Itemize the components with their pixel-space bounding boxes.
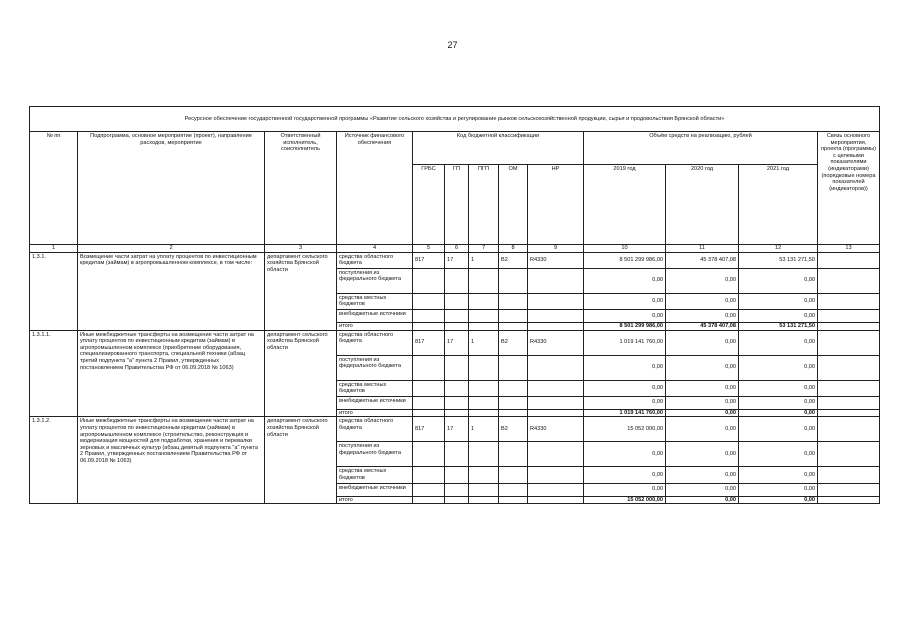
- value-2019: 0,00: [584, 396, 666, 409]
- header-2020: 2020 год: [666, 165, 739, 245]
- code-grbs: 817: [413, 330, 445, 355]
- code-empty: [469, 467, 499, 483]
- code-pgp: 1: [469, 252, 499, 268]
- header-sources: Источник финансового обеспечения: [337, 132, 413, 245]
- code-empty: [445, 396, 469, 409]
- code-empty: [445, 309, 469, 322]
- code-om: В2: [499, 252, 528, 268]
- column-number: 10: [584, 245, 666, 253]
- value-2021: 0,00: [739, 467, 818, 483]
- code-empty: [445, 496, 469, 504]
- row-link: [818, 268, 880, 293]
- header-grbs: ГРБС: [413, 165, 445, 245]
- row-link: [818, 496, 880, 504]
- row-source: средства областного бюджета: [337, 252, 413, 268]
- row-link: [818, 417, 880, 442]
- row-program: Иные межбюджетные трансферты на возмещение части затрат на уплату процентов по инвестиционным кредитам (займам) в агропромышленном комплексе (строительство, реконструкция и модернизация мощностей для подработки, хранения и перевалки зерновых и масличных культур (абзац девятый подпункта "а" пункта 2 Правил, утвержденных постановлением Правительства РФ от 06.09.2018 № 1063): [78, 417, 265, 504]
- column-number: 1: [30, 245, 78, 253]
- code-empty: [413, 309, 445, 322]
- value-2021: 0,00: [739, 330, 818, 355]
- code-empty: [445, 483, 469, 496]
- value-2020: 0,00: [666, 483, 739, 496]
- value-2020: 0,00: [666, 467, 739, 483]
- code-empty: [445, 409, 469, 417]
- value-2020: 0,00: [666, 309, 739, 322]
- row-program: Возмещение части затрат на уплату процентов по инвестиционным кредитам (займам) в агропромышленном комплексе, в том числе:: [78, 252, 265, 330]
- header-bk-code: Код бюджетной классификации: [413, 132, 584, 165]
- row-source: поступления из федерального бюджета: [337, 442, 413, 467]
- value-2021: 53 131 271,50: [739, 252, 818, 268]
- row-number: 1.3.1.: [30, 252, 78, 330]
- table-row: [30, 330, 880, 355]
- code-grbs: 817: [413, 252, 445, 268]
- total-label: итого: [337, 409, 413, 417]
- header-program: Подпрограмма, основное мероприятие (проект), направление расходов, мероприятие: [78, 132, 265, 245]
- value-2020: 0,00: [666, 442, 739, 467]
- value-2021: 0,00: [739, 309, 818, 322]
- value-2021: 0,00: [739, 268, 818, 293]
- code-empty: [413, 380, 445, 396]
- row-link: [818, 396, 880, 409]
- value-2021: 0,00: [739, 293, 818, 309]
- value-2021: 0,00: [739, 396, 818, 409]
- value-2019: 0,00: [584, 442, 666, 467]
- budget-table: [29, 106, 880, 504]
- value-2020: 0,00: [666, 330, 739, 355]
- value-2020: 0,00: [666, 417, 739, 442]
- value-2021: 0,00: [739, 442, 818, 467]
- code-empty: [499, 409, 528, 417]
- column-number: 11: [666, 245, 739, 253]
- row-executor: департамент сельского хозяйства Брянской области: [265, 252, 337, 330]
- row-source: средства местных бюджетов: [337, 380, 413, 396]
- code-empty: [413, 467, 445, 483]
- row-link: [818, 309, 880, 322]
- code-empty: [499, 309, 528, 322]
- row-source: внебюджетные источники: [337, 309, 413, 322]
- row-source: поступления из федерального бюджета: [337, 268, 413, 293]
- total-2021: 53 131 271,50: [739, 322, 818, 330]
- table-title: Ресурсное обеспечение государственной государственной программы «Развитие сельского хозяйства и регулирование рынков сельскохозяйственной продукции, сырья и продовольствия Брянской области»: [30, 107, 880, 132]
- page-number: 27: [447, 40, 458, 50]
- row-program: Иные межбюджетные трансферты на возмещение части затрат на уплату процентов по инвестиционным кредитам (займам) в агропромышленном комплексе (приобретение оборудования, специализированного транспорта, специальной техники (абзац третий подпункта "а" пункта 2 Правил, утвержденных постановлением Правительства РФ от 06.09.2018 № 1063): [78, 330, 265, 417]
- value-2019: 0,00: [584, 309, 666, 322]
- total-2019: 15 052 000,00: [584, 496, 666, 504]
- code-empty: [528, 496, 584, 504]
- total-2020: 0,00: [666, 409, 739, 417]
- value-2021: 0,00: [739, 355, 818, 380]
- value-2019: 0,00: [584, 355, 666, 380]
- row-link: [818, 467, 880, 483]
- code-empty: [528, 396, 584, 409]
- header-executor: Ответственный исполнитель, соисполнитель: [265, 132, 337, 245]
- code-nr: R4330: [528, 252, 584, 268]
- value-2021: 0,00: [739, 483, 818, 496]
- code-empty: [413, 396, 445, 409]
- value-2021: 0,00: [739, 380, 818, 396]
- code-empty: [469, 355, 499, 380]
- value-2020: 45 378 407,08: [666, 252, 739, 268]
- code-empty: [528, 442, 584, 467]
- code-empty: [469, 322, 499, 330]
- code-empty: [499, 293, 528, 309]
- code-grbs: 817: [413, 417, 445, 442]
- code-empty: [499, 380, 528, 396]
- row-link: [818, 330, 880, 355]
- column-number: 12: [739, 245, 818, 253]
- code-nr: R4330: [528, 330, 584, 355]
- code-nr: R4330: [528, 417, 584, 442]
- value-2019: 0,00: [584, 380, 666, 396]
- code-empty: [499, 467, 528, 483]
- header-volume: Объём средств на реализацию, рублей: [584, 132, 818, 165]
- code-gp: 17: [445, 330, 469, 355]
- value-2019: 8 501 299 986,00: [584, 252, 666, 268]
- code-empty: [413, 496, 445, 504]
- column-number: 2: [78, 245, 265, 253]
- code-empty: [499, 268, 528, 293]
- header-link: Связь основного мероприятия, проекта (программы) с целевыми показателями (индикаторами) (порядковые номера показателей (индикаторов)): [818, 132, 880, 245]
- code-empty: [413, 442, 445, 467]
- row-link: [818, 483, 880, 496]
- code-pgp: 1: [469, 417, 499, 442]
- code-empty: [445, 355, 469, 380]
- value-2019: 0,00: [584, 293, 666, 309]
- code-empty: [528, 268, 584, 293]
- code-empty: [469, 409, 499, 417]
- value-2019: 15 052 000,00: [584, 417, 666, 442]
- row-number: 1.3.1.1.: [30, 330, 78, 417]
- value-2020: 0,00: [666, 293, 739, 309]
- code-empty: [413, 409, 445, 417]
- header-2019: 2019 год: [584, 165, 666, 245]
- column-number: 3: [265, 245, 337, 253]
- column-number: 5: [413, 245, 445, 253]
- code-empty: [528, 309, 584, 322]
- code-empty: [413, 483, 445, 496]
- row-link: [818, 380, 880, 396]
- column-number: 9: [528, 245, 584, 253]
- total-2021: 0,00: [739, 409, 818, 417]
- total-2020: 45 378 407,08: [666, 322, 739, 330]
- code-empty: [528, 355, 584, 380]
- code-empty: [469, 309, 499, 322]
- row-executor: департамент сельского хозяйства Брянской области: [265, 417, 337, 504]
- code-empty: [469, 483, 499, 496]
- row-link: [818, 293, 880, 309]
- row-executor: департамент сельского хозяйства Брянской области: [265, 330, 337, 417]
- value-2020: 0,00: [666, 268, 739, 293]
- row-source: средства областного бюджета: [337, 330, 413, 355]
- value-2019: 1 019 141 760,00: [584, 330, 666, 355]
- column-number: 13: [818, 245, 880, 253]
- code-empty: [499, 396, 528, 409]
- value-2019: 0,00: [584, 268, 666, 293]
- code-empty: [499, 496, 528, 504]
- budget-table-container: [29, 106, 879, 504]
- row-source: средства местных бюджетов: [337, 467, 413, 483]
- total-2021: 0,00: [739, 496, 818, 504]
- code-empty: [469, 380, 499, 396]
- value-2020: 0,00: [666, 355, 739, 380]
- table-row: [30, 252, 880, 268]
- row-source: внебюджетные источники: [337, 483, 413, 496]
- code-empty: [469, 396, 499, 409]
- code-empty: [499, 442, 528, 467]
- code-empty: [469, 293, 499, 309]
- code-empty: [413, 268, 445, 293]
- row-link: [818, 252, 880, 268]
- code-gp: 17: [445, 417, 469, 442]
- total-2019: 8 501 299 986,00: [584, 322, 666, 330]
- code-empty: [528, 483, 584, 496]
- code-empty: [469, 442, 499, 467]
- total-label: итого: [337, 322, 413, 330]
- code-empty: [445, 293, 469, 309]
- header-gp: ГП: [445, 165, 469, 245]
- header-pgp: ПГП: [469, 165, 499, 245]
- code-empty: [499, 355, 528, 380]
- column-number: 7: [469, 245, 499, 253]
- code-empty: [528, 293, 584, 309]
- code-empty: [445, 268, 469, 293]
- row-link: [818, 409, 880, 417]
- row-link: [818, 442, 880, 467]
- value-2020: 0,00: [666, 380, 739, 396]
- code-om: В2: [499, 417, 528, 442]
- code-empty: [413, 322, 445, 330]
- code-gp: 17: [445, 252, 469, 268]
- code-empty: [499, 322, 528, 330]
- value-2019: 0,00: [584, 483, 666, 496]
- code-empty: [499, 483, 528, 496]
- total-2020: 0,00: [666, 496, 739, 504]
- code-empty: [528, 322, 584, 330]
- total-label: итого: [337, 496, 413, 504]
- row-source: средства местных бюджетов: [337, 293, 413, 309]
- code-empty: [469, 268, 499, 293]
- table-row: [30, 417, 880, 442]
- column-number: 4: [337, 245, 413, 253]
- header-nr: НР: [528, 165, 584, 245]
- column-number: 6: [445, 245, 469, 253]
- value-2020: 0,00: [666, 396, 739, 409]
- header-2021: 2021 год: [739, 165, 818, 245]
- code-empty: [469, 496, 499, 504]
- code-empty: [528, 380, 584, 396]
- header-num: № пп: [30, 132, 78, 245]
- column-number: 8: [499, 245, 528, 253]
- code-om: В2: [499, 330, 528, 355]
- header-om: ОМ: [499, 165, 528, 245]
- value-2019: 0,00: [584, 467, 666, 483]
- code-empty: [413, 293, 445, 309]
- code-empty: [528, 409, 584, 417]
- value-2021: 0,00: [739, 417, 818, 442]
- row-source: средства областного бюджета: [337, 417, 413, 442]
- code-empty: [445, 380, 469, 396]
- row-link: [818, 355, 880, 380]
- row-link: [818, 322, 880, 330]
- code-empty: [445, 442, 469, 467]
- row-source: поступления из федерального бюджета: [337, 355, 413, 380]
- column-number-row: [30, 245, 880, 253]
- total-2019: 1 019 141 760,00: [584, 409, 666, 417]
- code-empty: [445, 467, 469, 483]
- code-pgp: 1: [469, 330, 499, 355]
- row-number: 1.3.1.2.: [30, 417, 78, 504]
- code-empty: [528, 467, 584, 483]
- row-source: внебюджетные источники: [337, 396, 413, 409]
- code-empty: [445, 322, 469, 330]
- code-empty: [413, 355, 445, 380]
